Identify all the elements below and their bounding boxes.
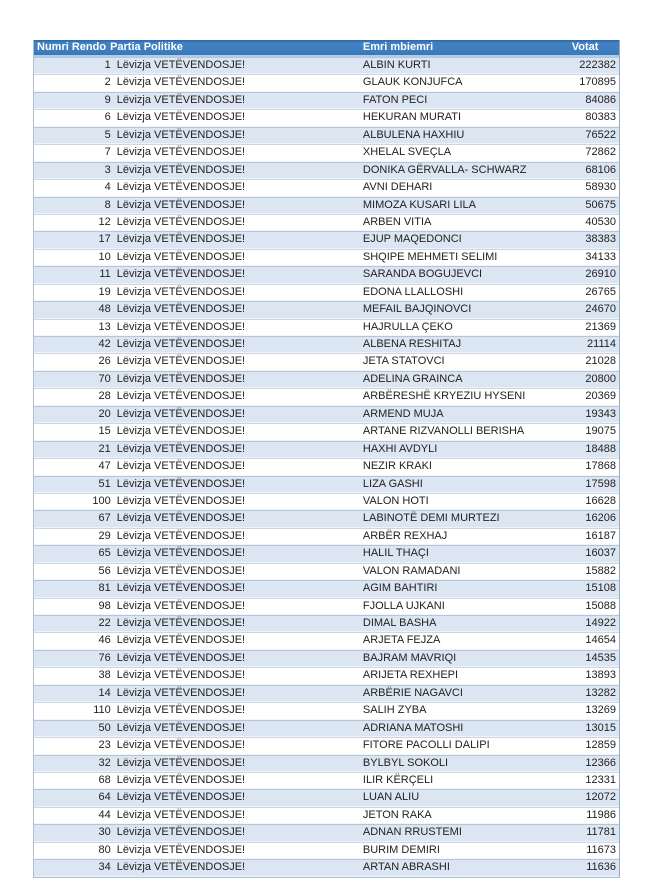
cell-emri: NEZIR KRAKI [362, 460, 432, 473]
cell-partia: Lëvizja VETËVENDOSJE! [116, 390, 246, 403]
cell-partia: Lëvizja VETËVENDOSJE! [116, 268, 246, 281]
cell-numri-rendo: 22 [98, 617, 111, 629]
table-row [34, 249, 619, 266]
table-row [34, 197, 619, 214]
table-row [34, 179, 619, 196]
table-row [34, 632, 619, 649]
cell-numri-rendo: 28 [98, 390, 111, 403]
cell-partia: Lëvizja VETËVENDOSJE! [116, 285, 246, 298]
cell-votat: 14654 [585, 634, 616, 647]
cell-numri-rendo: 47 [98, 460, 111, 473]
cell-numri-rendo: 30 [98, 826, 111, 839]
table-row [34, 371, 619, 388]
cell-emri: VALON RAMADANI [362, 564, 461, 577]
table-row [34, 319, 619, 336]
table-row [34, 598, 619, 615]
table-row [34, 353, 619, 370]
cell-votat: 38383 [585, 233, 616, 246]
table-row [34, 737, 619, 754]
cell-numri-rendo: 70 [98, 372, 111, 385]
cell-emri: ARTAN ABRASHI [362, 861, 450, 874]
cell-emri: SALIH ZYBA [362, 704, 427, 717]
table-row [34, 528, 619, 545]
cell-partia: Lëvizja VETËVENDOSJE! [116, 791, 246, 804]
cell-numri-rendo: 26 [98, 355, 111, 368]
cell-votat: 80383 [585, 111, 616, 124]
cell-partia: Lëvizja VETËVENDOSJE! [116, 477, 246, 490]
cell-emri: ALBIN KURTI [362, 59, 431, 71]
cell-partia: Lëvizja VETËVENDOSJE! [116, 372, 246, 385]
table-row [34, 720, 619, 737]
cell-partia: Lëvizja VETËVENDOSJE! [116, 808, 246, 821]
table-row [34, 702, 619, 719]
cell-votat: 15108 [585, 582, 616, 595]
cell-votat: 13015 [585, 721, 616, 734]
results-table [33, 40, 620, 878]
cell-emri: ALBENA RESHITAJ [362, 338, 462, 350]
cell-votat: 16628 [585, 494, 616, 507]
cell-partia: Lëvizja VETËVENDOSJE! [116, 407, 246, 420]
cell-emri: DIMAL BASHA [362, 617, 437, 629]
cell-emri: ARBËRIE NAGAVCI [362, 686, 463, 699]
cell-numri-rendo: 51 [98, 477, 111, 490]
cell-votat: 14535 [585, 651, 616, 664]
cell-votat: 16037 [585, 547, 616, 560]
cell-numri-rendo: 38 [98, 669, 111, 682]
cell-votat: 17598 [585, 477, 616, 490]
header-label-numri-rendo: Numri Rendo [37, 41, 107, 53]
cell-votat: 11986 [586, 808, 616, 821]
cell-numri-rendo: 8 [104, 198, 111, 211]
cell-numri-rendo: 110 [93, 704, 111, 717]
cell-votat: 16187 [585, 529, 616, 542]
table-row [34, 859, 619, 876]
cell-partia: Lëvizja VETËVENDOSJE! [116, 843, 246, 856]
cell-votat: 19075 [585, 425, 616, 438]
cell-partia: Lëvizja VETËVENDOSJE! [116, 686, 246, 699]
cell-numri-rendo: 20 [98, 407, 111, 420]
table-row [34, 231, 619, 248]
cell-emri: AGIM BAHTIRI [362, 582, 438, 595]
cell-votat: 20369 [585, 390, 616, 403]
cell-numri-rendo: 100 [92, 494, 111, 507]
cell-votat: 40530 [585, 215, 616, 228]
cell-numri-rendo: 56 [98, 564, 111, 577]
table-row [34, 476, 619, 493]
cell-emri: ARJETA FEJZA [362, 634, 441, 647]
header-cell-numri-partia [34, 40, 358, 55]
cell-partia: Lëvizja VETËVENDOSJE! [116, 146, 246, 159]
cell-partia: Lëvizja VETËVENDOSJE! [116, 669, 246, 682]
cell-votat: 58930 [585, 181, 616, 194]
cell-votat: 17868 [585, 460, 616, 473]
cell-numri-rendo: 42 [98, 338, 111, 350]
cell-partia: Lëvizja VETËVENDOSJE! [116, 198, 246, 211]
table-row [34, 458, 619, 475]
cell-emri: EDONA LLALLOSHI [362, 285, 464, 298]
cell-emri: GLAUK KONJUFCA [362, 76, 463, 89]
table-row [34, 301, 619, 318]
cell-partia: Lëvizja VETËVENDOSJE! [116, 425, 246, 438]
table-row [34, 284, 619, 301]
cell-numri-rendo: 32 [98, 756, 111, 769]
cell-votat: 50675 [585, 198, 616, 211]
cell-partia: Lëvizja VETËVENDOSJE! [116, 826, 246, 839]
table-row [34, 685, 619, 702]
cell-emri: LABINOTË DEMI MURTEZI [362, 512, 500, 525]
header-cell-votat: Votat [571, 41, 599, 53]
table-row [34, 563, 619, 580]
table-row [34, 755, 619, 772]
table-row [34, 493, 619, 510]
cell-emri: ARBËR REXHAJ [362, 529, 448, 542]
cell-numri-rendo: 80 [98, 843, 111, 856]
cell-partia: Lëvizja VETËVENDOSJE! [116, 460, 246, 473]
cell-numri-rendo: 76 [98, 651, 111, 664]
cell-emri: BAJRAM MAVRIQI [362, 651, 457, 664]
cell-votat: 13893 [585, 669, 616, 682]
cell-partia: Lëvizja VETËVENDOSJE! [116, 721, 246, 734]
cell-partia: Lëvizja VETËVENDOSJE! [116, 163, 246, 176]
cell-numri-rendo: 19 [98, 285, 111, 298]
cell-emri: ARMEND MUJA [362, 407, 444, 420]
cell-emri: EJUP MAQEDONCI [362, 233, 462, 246]
table-row [34, 214, 619, 231]
cell-numri-rendo: 10 [98, 250, 111, 263]
cell-numri-rendo: 65 [98, 547, 111, 560]
cell-partia: Lëvizja VETËVENDOSJE! [116, 355, 246, 368]
cell-emri: XHELAL SVEÇLA [362, 146, 452, 159]
cell-partia: Lëvizja VETËVENDOSJE! [116, 111, 246, 124]
table-header [34, 40, 619, 57]
cell-partia: Lëvizja VETËVENDOSJE! [116, 76, 246, 89]
cell-numri-rendo: 29 [98, 529, 111, 542]
cell-votat: 26910 [585, 268, 616, 281]
cell-emri: JETON RAKA [362, 808, 432, 821]
cell-numri-rendo: 14 [98, 686, 111, 699]
cell-partia: Lëvizja VETËVENDOSJE! [116, 582, 246, 595]
table-row [34, 57, 619, 74]
cell-emri: ILIR KËRÇELI [362, 773, 434, 786]
cell-numri-rendo: 98 [98, 599, 111, 612]
cell-partia: Lëvizja VETËVENDOSJE! [116, 512, 246, 525]
cell-emri: ARIJETA REXHEPI [362, 669, 459, 682]
cell-votat: 15088 [585, 599, 616, 612]
cell-votat: 11636 [586, 861, 616, 874]
cell-partia: Lëvizja VETËVENDOSJE! [116, 529, 246, 542]
cell-emri: MEFAIL BAJQINOVCI [362, 303, 472, 316]
cell-emri: ALBULENA HAXHIU [362, 128, 465, 141]
cell-partia: Lëvizja VETËVENDOSJE! [116, 303, 246, 316]
cell-partia: Lëvizja VETËVENDOSJE! [116, 215, 246, 228]
cell-partia: Lëvizja VETËVENDOSJE! [116, 756, 246, 769]
cell-partia: Lëvizja VETËVENDOSJE! [116, 233, 246, 246]
cell-votat: 68106 [585, 163, 616, 176]
cell-emri: HEKURAN MURATI [362, 111, 462, 124]
table-row [34, 388, 619, 405]
cell-votat: 12331 [585, 773, 616, 786]
cell-emri: BURIM DEMIRI [362, 843, 440, 856]
cell-votat: 21369 [585, 320, 616, 333]
cell-numri-rendo: 11 [99, 268, 111, 281]
cell-emri: DONIKA GËRVALLA- SCHWARZ [362, 163, 527, 176]
cell-votat: 21114 [587, 338, 616, 350]
table-row [34, 789, 619, 806]
table-row [34, 650, 619, 667]
table-body [34, 57, 619, 877]
cell-partia: Lëvizja VETËVENDOSJE! [116, 773, 246, 786]
cell-partia: Lëvizja VETËVENDOSJE! [116, 634, 246, 647]
table-row [34, 667, 619, 684]
cell-emri: BYLBYL SOKOLI [362, 756, 449, 769]
cell-votat: 20800 [585, 372, 616, 385]
table-row [34, 545, 619, 562]
cell-numri-rendo: 1 [104, 59, 111, 71]
cell-votat: 21028 [585, 355, 616, 368]
cell-partia: Lëvizja VETËVENDOSJE! [116, 617, 246, 629]
cell-votat: 19343 [585, 407, 616, 420]
cell-partia: Lëvizja VETËVENDOSJE! [116, 564, 246, 577]
cell-emri: HAJRULLA ÇEKO [362, 320, 453, 333]
cell-numri-rendo: 4 [104, 181, 111, 194]
cell-partia: Lëvizja VETËVENDOSJE! [116, 181, 246, 194]
cell-votat: 170895 [579, 76, 616, 89]
cell-emri: ADRIANA MATOSHI [362, 721, 464, 734]
cell-numri-rendo: 67 [98, 512, 111, 525]
cell-numri-rendo: 7 [104, 146, 111, 159]
cell-numri-rendo: 15 [98, 425, 111, 438]
cell-emri: ADELINA GRAINCA [362, 372, 463, 385]
cell-numri-rendo: 64 [98, 791, 111, 804]
cell-emri: ADNAN RRUSTEMI [362, 826, 462, 839]
cell-numri-rendo: 2 [104, 76, 111, 89]
cell-votat: 222382 [579, 59, 616, 71]
cell-votat: 84086 [585, 93, 616, 106]
cell-emri: MIMOZA KUSARI LILA [362, 198, 476, 211]
cell-votat: 26765 [585, 285, 616, 298]
cell-numri-rendo: 6 [104, 111, 111, 124]
cell-numri-rendo: 34 [98, 861, 111, 874]
table-row [34, 510, 619, 527]
cell-votat: 34133 [585, 250, 616, 263]
cell-emri: LIZA GASHI [362, 477, 423, 490]
cell-emri: FITORE PACOLLI DALIPI [362, 739, 490, 752]
table-row [34, 92, 619, 109]
cell-emri: LUAN ALIU [362, 791, 420, 804]
cell-partia: Lëvizja VETËVENDOSJE! [116, 128, 246, 141]
cell-votat: 13269 [585, 704, 616, 717]
table-row [34, 266, 619, 283]
table-row [34, 842, 619, 859]
cell-votat: 12366 [585, 756, 616, 769]
cell-partia: Lëvizja VETËVENDOSJE! [116, 739, 246, 752]
table-row [34, 406, 619, 423]
table-row [34, 824, 619, 841]
cell-numri-rendo: 5 [104, 128, 111, 141]
cell-votat: 11673 [586, 843, 616, 856]
cell-partia: Lëvizja VETËVENDOSJE! [116, 704, 246, 717]
cell-partia: Lëvizja VETËVENDOSJE! [116, 338, 246, 350]
cell-numri-rendo: 3 [104, 163, 111, 176]
cell-emri: ARBEN VITIA [362, 215, 432, 228]
cell-partia: Lëvizja VETËVENDOSJE! [116, 442, 246, 455]
cell-partia: Lëvizja VETËVENDOSJE! [116, 861, 246, 874]
table-row [34, 772, 619, 789]
cell-numri-rendo: 68 [98, 773, 111, 786]
cell-emri: FATON PECI [362, 93, 428, 106]
cell-partia: Lëvizja VETËVENDOSJE! [116, 250, 246, 263]
cell-votat: 14922 [585, 617, 616, 629]
cell-votat: 13282 [585, 686, 616, 699]
cell-emri: AVNI DEHARI [362, 181, 433, 194]
table-row [34, 423, 619, 440]
cell-votat: 24670 [585, 303, 616, 316]
cell-partia: Lëvizja VETËVENDOSJE! [116, 599, 246, 612]
table-row [34, 127, 619, 144]
cell-numri-rendo: 21 [98, 442, 111, 455]
cell-numri-rendo: 44 [98, 808, 111, 821]
cell-partia: Lëvizja VETËVENDOSJE! [116, 93, 246, 106]
table-row [34, 807, 619, 824]
table-row [34, 441, 619, 458]
cell-partia: Lëvizja VETËVENDOSJE! [116, 547, 246, 560]
cell-numri-rendo: 46 [98, 634, 111, 647]
cell-votat: 12859 [585, 739, 616, 752]
cell-votat: 16206 [585, 512, 616, 525]
cell-numri-rendo: 13 [98, 320, 111, 333]
cell-numri-rendo: 50 [98, 721, 111, 734]
cell-votat: 11781 [586, 826, 616, 839]
cell-emri: FJOLLA UJKANI [362, 599, 445, 612]
header-label-partia-politike: Partia Politike [110, 41, 183, 53]
cell-partia: Lëvizja VETËVENDOSJE! [116, 651, 246, 664]
cell-emri: SARANDA BOGUJEVCI [362, 268, 483, 281]
table-row [34, 162, 619, 179]
table-row [34, 336, 619, 353]
cell-numri-rendo: 12 [98, 215, 111, 228]
cell-emri: HAXHI AVDYLI [362, 442, 438, 455]
cell-numri-rendo: 48 [98, 303, 111, 316]
cell-votat: 18488 [585, 442, 616, 455]
cell-emri: HALIL THAÇI [362, 547, 429, 560]
cell-votat: 72862 [585, 146, 616, 159]
cell-partia: Lëvizja VETËVENDOSJE! [116, 320, 246, 333]
cell-numri-rendo: 81 [98, 582, 111, 595]
cell-votat: 12072 [585, 791, 616, 804]
cell-numri-rendo: 9 [104, 93, 111, 106]
table-row [34, 580, 619, 597]
cell-votat: 15882 [585, 564, 616, 577]
cell-partia: Lëvizja VETËVENDOSJE! [116, 59, 246, 71]
table-row [34, 144, 619, 161]
cell-emri: ARBËRESHË KRYEZIU HYSENI [362, 390, 526, 403]
cell-emri: SHQIPE MEHMETI SELIMI [362, 250, 498, 263]
table-row [34, 615, 619, 632]
cell-emri: ARTANE RIZVANOLLI BERISHA [362, 425, 525, 438]
cell-votat: 76522 [585, 128, 616, 141]
cell-numri-rendo: 23 [98, 739, 111, 752]
cell-emri: VALON HOTI [362, 494, 429, 507]
table-row [34, 74, 619, 91]
cell-partia: Lëvizja VETËVENDOSJE! [116, 494, 246, 507]
table-row [34, 109, 619, 126]
cell-emri: JETA STATOVCI [362, 355, 445, 368]
cell-numri-rendo: 17 [98, 233, 111, 246]
header-cell-emri-mbiemri: Emri mbiemri [362, 41, 434, 53]
